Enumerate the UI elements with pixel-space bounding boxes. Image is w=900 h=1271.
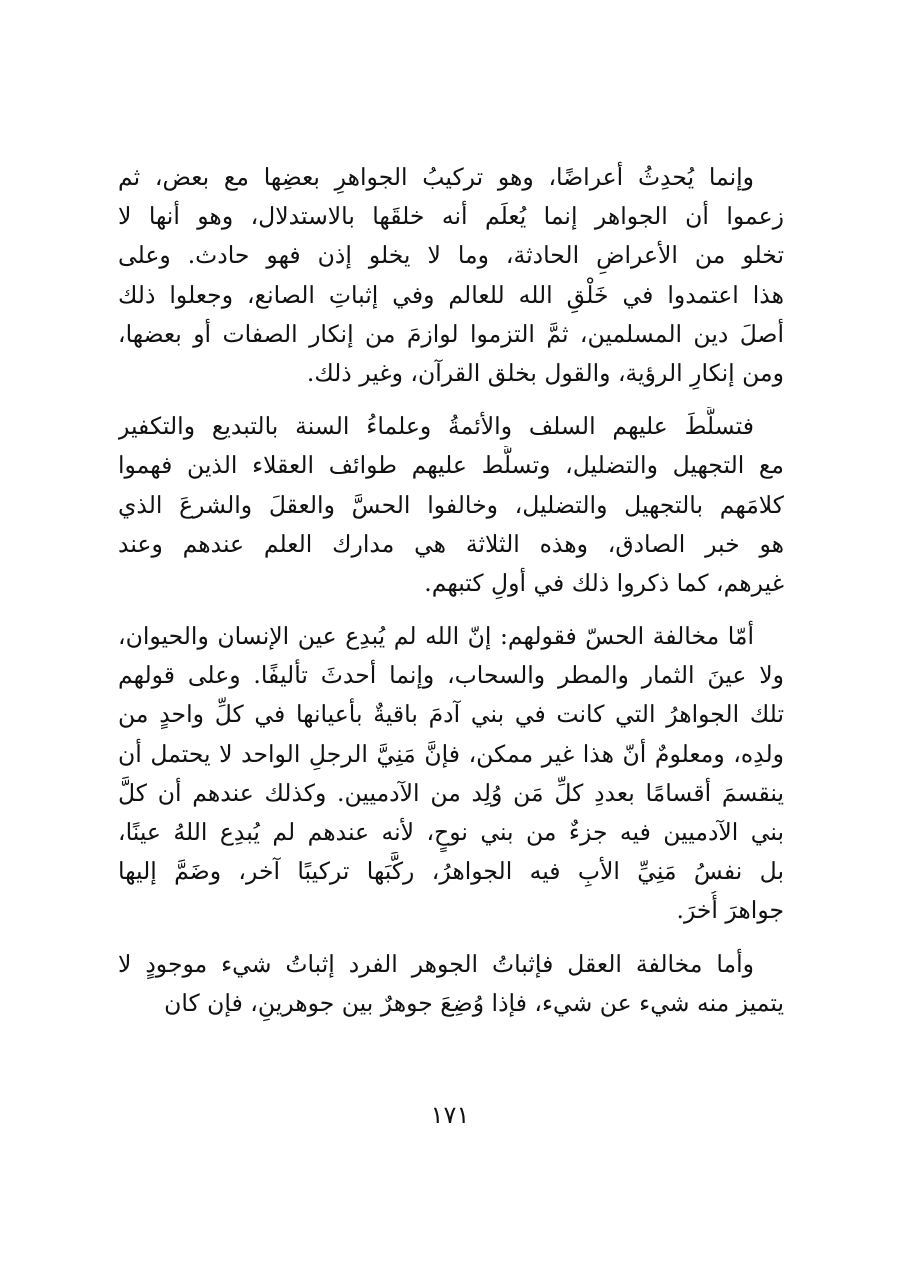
text-line: هذا اعتمدوا في خَلْقِ الله للعالم وفي إثباتِ الصانع، وجعلوا ذلك — [118, 280, 784, 309]
text-line: أمّا مخالفة الحسّ فقولهم: إنّ الله لم يُبدِع عين الإنسان والحيوان، — [118, 622, 754, 651]
text-line: أصلَ دين المسلمين، ثمَّ التزموا لوازمَ من إنكار الصفات أو بعضها، — [118, 319, 784, 348]
text-line: بل نفسُ مَنِيِّ الأبِ فيه الجواهرُ، ركَّبَها تركيبًا آخر، وضَمَّ إليها — [118, 857, 784, 886]
paragraph — [118, 407, 784, 603]
paragraph — [118, 617, 784, 931]
text-line: ولدِه، ومعلومٌ أنّ هذا غير ممكن، فإنَّ مَنِيَّ الرجلِ الواحد لا يحتمل أن — [118, 739, 784, 768]
page-number: ١٧١ — [430, 1101, 470, 1129]
text-line: كلامَهم بالتجهيل والتضليل، وخالفوا الحسَّ والعقلَ والشرعَ الذي — [118, 490, 784, 519]
paragraph — [118, 158, 784, 393]
text-line: تلك الجواهرُ التي كانت في بني آدمَ باقيةٌ بأعيانها في كلِّ واحدٍ من — [118, 700, 784, 729]
text-line: وإنما يُحدِثُ أعراضًا، وهو تركيبُ الجواهرِ بعضِها مع بعض، ثم — [118, 163, 754, 191]
text-line: غيرهم، كما ذكروا ذلك في أولِ كتبهم. — [424, 568, 784, 597]
text-line: ينقسمَ أقسامًا بعددِ كلِّ مَن وُلِد من الآدميين. وكذلك عندهم أن كلَّ — [118, 778, 784, 807]
text-line: بني الآدميين فيه جزءٌ من بني نوحٍ، لأنه عندهم لم يُبدِع اللهُ عينًا، — [118, 818, 784, 846]
text-line: فتسلَّطَ عليهم السلف والأئمةُ وعلماءُ السنة بالتبديع والتكفير — [118, 412, 754, 441]
body-text — [118, 158, 784, 1037]
text-line: وأما مخالفة العقل فإثباتُ الجوهر الفرد إثباتُ شيء موجودٍ لا — [118, 949, 754, 978]
text-line: ومن إنكارِ الرؤية، والقول بخلق القرآن، وغير ذلك. — [306, 358, 784, 387]
text-line: ولا عينَ الثمار والمطر والسحاب، وإنما أحدثَ تأليفًا. وعلى قولهم — [118, 661, 784, 690]
text-line: مع التجهيل والتضليل، وتسلَّط عليهم طوائف العقلاء الذين فهموا — [118, 451, 784, 480]
paragraph — [118, 945, 784, 1023]
text-line: تخلو من الأعراضِ الحادثة، وما لا يخلو إذن فهو حادث. وعلى — [118, 241, 784, 270]
text-line: يتميز منه شيء عن شيء، فإذا وُضِعَ جوهرٌ بين جوهرينِ، فإن كان — [164, 988, 784, 1017]
text-line: هو خبر الصادق، وهذه الثلاثة هي مدارك العلم عندهم وعند — [118, 529, 784, 558]
text-line: زعموا أن الجواهر إنما يُعلَم أنه خلقَها بالاستدلال، وهو أنها لا — [118, 202, 784, 231]
text-line: جواهرَ أُخرَ. — [676, 896, 784, 925]
